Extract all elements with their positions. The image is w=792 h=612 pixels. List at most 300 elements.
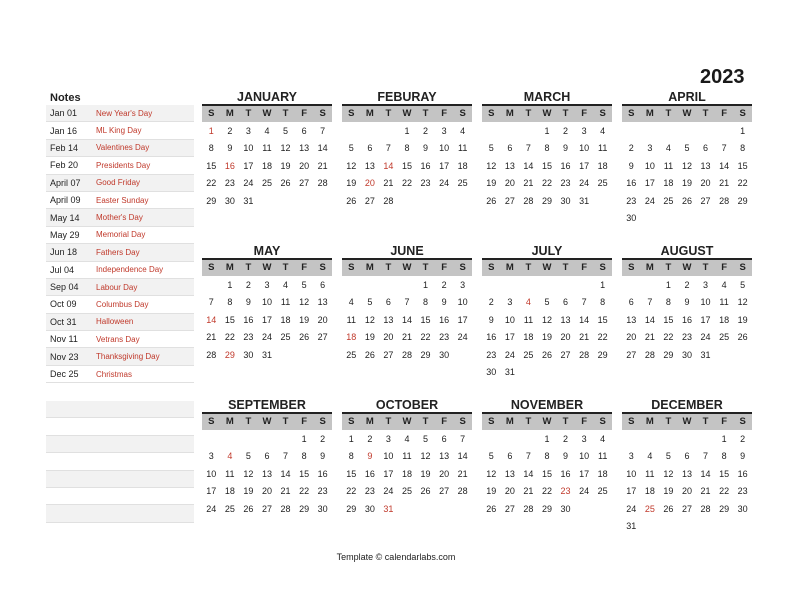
- day-cell: 28: [401, 349, 412, 360]
- weekday-header: [622, 104, 752, 122]
- day-cell: 10: [579, 451, 590, 462]
- weekday-letter: S: [208, 108, 215, 119]
- weekday-letter: W: [402, 108, 412, 119]
- day-cell: 28: [280, 503, 291, 514]
- day-cell: 13: [681, 468, 692, 479]
- day-grid: [202, 277, 332, 364]
- day-cell: 20: [504, 486, 515, 497]
- day-empty: [501, 123, 520, 140]
- day-cell: 12: [541, 314, 552, 325]
- day-cell: 13: [261, 468, 272, 479]
- weekday-letter: S: [459, 108, 466, 119]
- weekday-letter: T: [282, 262, 289, 273]
- day-empty: [342, 277, 361, 294]
- day-cell: 14: [579, 314, 590, 325]
- weekday-letter: S: [739, 108, 746, 119]
- day-grid: [342, 431, 472, 518]
- day-cell: 9: [684, 297, 690, 308]
- day-cell: 5: [423, 434, 429, 444]
- weekday-letter: T: [525, 416, 532, 427]
- day-cell: 23: [560, 178, 571, 189]
- day-cell: 4: [460, 126, 466, 136]
- note-holiday-name: Halloween: [96, 317, 134, 327]
- note-date: Oct 31: [50, 316, 77, 327]
- day-cell: 10: [206, 468, 217, 479]
- day-cell: 23: [364, 486, 375, 497]
- day-cell-holiday: 16: [224, 160, 235, 171]
- weekday-letter: M: [505, 416, 514, 427]
- month-january: [202, 90, 332, 210]
- day-empty: [258, 431, 277, 448]
- day-cell: 19: [299, 314, 310, 325]
- day-cell: 2: [740, 434, 746, 444]
- day-cell: 16: [626, 178, 637, 189]
- day-cell: 29: [420, 349, 431, 360]
- day-cell: 22: [346, 486, 357, 497]
- weekday-letter: S: [599, 262, 606, 273]
- weekday-letter: M: [645, 108, 654, 119]
- weekday-header: [482, 258, 612, 276]
- day-cell: 25: [401, 486, 412, 497]
- day-cell: 18: [261, 160, 272, 171]
- day-cell: 27: [626, 349, 637, 360]
- day-empty: [641, 123, 660, 140]
- day-cell: 13: [317, 297, 328, 308]
- day-cell: 1: [423, 280, 429, 290]
- day-cell: 6: [367, 143, 373, 154]
- month-july: [482, 244, 612, 381]
- day-cell: 24: [383, 486, 394, 497]
- day-grid: [622, 277, 752, 364]
- day-cell: 5: [665, 451, 671, 462]
- day-grid: [482, 123, 612, 210]
- day-cell: 1: [301, 434, 307, 444]
- day-cell: 13: [626, 314, 637, 325]
- day-cell: 25: [224, 503, 235, 514]
- day-empty: [538, 277, 557, 294]
- day-cell: 31: [243, 195, 254, 206]
- weekday-letter: M: [225, 108, 234, 119]
- month-title: MARCH: [523, 90, 571, 104]
- day-cell: 10: [644, 160, 655, 171]
- day-cell: 23: [224, 178, 235, 189]
- day-cell: 24: [504, 349, 515, 360]
- day-cell-holiday: 1: [208, 126, 214, 136]
- weekday-header: [342, 258, 472, 276]
- note-holiday-name: Christmas: [96, 369, 133, 379]
- day-cell: 22: [719, 486, 730, 497]
- day-cell: 29: [206, 195, 217, 206]
- day-empty: [575, 277, 594, 294]
- day-cell: 3: [208, 451, 214, 462]
- day-cell: 5: [488, 143, 494, 154]
- weekday-letter: S: [459, 416, 466, 427]
- weekday-letter: F: [581, 416, 587, 427]
- day-cell: 6: [301, 126, 307, 136]
- day-cell: 25: [719, 332, 730, 343]
- day-cell: 21: [383, 178, 394, 189]
- day-cell: 12: [737, 297, 748, 308]
- note-row: [46, 348, 194, 365]
- day-cell: 12: [299, 297, 310, 308]
- day-cell: 8: [423, 297, 429, 308]
- day-cell: 15: [224, 314, 235, 325]
- day-cell: 5: [684, 143, 690, 154]
- day-cell: 14: [644, 314, 655, 325]
- weekday-letter: S: [628, 262, 635, 273]
- day-cell: 14: [523, 468, 534, 479]
- weekday-letter: F: [301, 108, 307, 119]
- day-cell: 25: [663, 195, 674, 206]
- weekday-letter: W: [402, 262, 412, 273]
- day-cell-holiday: 20: [364, 178, 375, 189]
- month-title: FEBURAY: [377, 90, 437, 104]
- day-cell: 29: [597, 349, 608, 360]
- weekday-letter: W: [682, 108, 692, 119]
- day-cell: 7: [721, 143, 727, 154]
- month-title: OCTOBER: [375, 398, 439, 412]
- day-cell: 11: [663, 160, 674, 171]
- day-cell: 17: [579, 160, 590, 171]
- day-cell: 20: [317, 314, 328, 325]
- note-date: May 29: [50, 229, 80, 240]
- day-cell: 8: [544, 143, 550, 154]
- day-cell: 15: [401, 160, 412, 171]
- day-cell: 16: [560, 468, 571, 479]
- day-cell: 12: [420, 451, 431, 462]
- day-cell: 31: [626, 520, 637, 531]
- month-may: [202, 244, 332, 364]
- note-date: April 09: [50, 195, 81, 206]
- day-grid: [622, 123, 752, 227]
- day-cell: 17: [579, 468, 590, 479]
- day-grid: [342, 277, 472, 364]
- day-cell: 3: [647, 143, 653, 154]
- day-cell: 26: [663, 503, 674, 514]
- day-cell: 18: [280, 314, 291, 325]
- day-cell: 7: [647, 297, 653, 308]
- note-holiday-name: Mother's Day: [96, 213, 143, 223]
- day-cell: 24: [579, 486, 590, 497]
- day-cell: 4: [404, 434, 410, 444]
- day-cell: 8: [740, 143, 746, 154]
- note-holiday-name: Columbus Day: [96, 299, 149, 309]
- day-cell: 11: [346, 314, 356, 325]
- weekday-letter: M: [645, 416, 654, 427]
- day-cell: 27: [504, 195, 515, 206]
- day-cell: 26: [243, 503, 254, 514]
- day-cell: 14: [700, 468, 711, 479]
- day-cell: 16: [243, 314, 254, 325]
- day-cell: 1: [740, 126, 746, 136]
- month-title: NOVEMBER: [510, 398, 584, 412]
- day-cell: 6: [703, 143, 709, 154]
- weekday-letter: T: [422, 108, 429, 119]
- weekday-header: [202, 412, 332, 430]
- day-cell: 16: [560, 160, 571, 171]
- day-cell: 22: [401, 178, 412, 189]
- day-cell: 5: [367, 297, 373, 308]
- day-cell: 30: [737, 503, 748, 514]
- day-cell: 11: [645, 468, 655, 479]
- day-cell: 1: [544, 434, 550, 444]
- day-cell-holiday: 4: [227, 451, 233, 462]
- day-cell: 20: [299, 160, 310, 171]
- day-cell: 6: [507, 143, 513, 154]
- day-cell: 8: [348, 451, 354, 462]
- day-cell: 17: [206, 486, 217, 497]
- month-title: JULY: [531, 244, 563, 258]
- day-cell: 21: [206, 332, 217, 343]
- day-grid: [482, 431, 612, 518]
- day-cell: 24: [644, 195, 655, 206]
- weekday-letter: S: [319, 108, 326, 119]
- day-cell: 19: [420, 468, 431, 479]
- weekday-letter: S: [739, 416, 746, 427]
- day-cell: 12: [346, 160, 357, 171]
- day-cell: 26: [681, 195, 692, 206]
- day-cell: 10: [579, 143, 590, 154]
- weekday-letter: W: [542, 416, 552, 427]
- day-cell: 5: [283, 126, 289, 136]
- day-cell: 30: [560, 195, 571, 206]
- day-cell: 10: [700, 297, 711, 308]
- day-cell: 4: [647, 451, 653, 462]
- weekday-letter: W: [682, 416, 692, 427]
- weekday-letter: W: [542, 262, 552, 273]
- note-date: Sep 04: [50, 282, 79, 293]
- weekday-letter: W: [262, 416, 272, 427]
- day-cell: 8: [404, 143, 410, 154]
- weekday-letter: S: [348, 416, 355, 427]
- day-cell: 2: [320, 434, 326, 444]
- day-empty: [501, 431, 520, 448]
- day-cell: 17: [457, 314, 468, 325]
- day-cell: 30: [681, 349, 692, 360]
- year-title: 2023: [700, 66, 745, 88]
- day-cell: 23: [439, 332, 450, 343]
- note-row: [46, 175, 194, 192]
- weekday-letter: S: [208, 262, 215, 273]
- day-cell: 3: [385, 434, 391, 444]
- day-cell: 24: [457, 332, 468, 343]
- day-cell: 26: [280, 178, 291, 189]
- day-cell: 18: [597, 468, 608, 479]
- day-cell: 14: [401, 314, 412, 325]
- weekday-letter: T: [702, 416, 709, 427]
- day-cell: 21: [523, 178, 534, 189]
- day-cell: 6: [320, 280, 326, 290]
- day-cell: 31: [700, 349, 711, 360]
- day-cell: 12: [243, 468, 254, 479]
- day-empty: [715, 123, 734, 140]
- weekday-letter: S: [348, 108, 355, 119]
- day-cell: 26: [486, 195, 497, 206]
- day-cell: 1: [665, 280, 671, 290]
- day-cell: 25: [457, 178, 468, 189]
- note-blank-line: [46, 471, 194, 488]
- weekday-letter: S: [488, 108, 495, 119]
- weekday-letter: F: [441, 262, 447, 273]
- day-cell: 17: [261, 314, 272, 325]
- weekday-letter: T: [702, 108, 709, 119]
- day-empty: [659, 431, 678, 448]
- note-date: Jun 18: [50, 247, 78, 258]
- weekday-letter: M: [365, 108, 374, 119]
- day-cell: 6: [264, 451, 270, 462]
- day-cell: 7: [385, 143, 391, 154]
- day-cell: 27: [700, 195, 711, 206]
- weekday-header: [622, 258, 752, 276]
- day-cell: 16: [681, 314, 692, 325]
- day-cell: 18: [719, 314, 730, 325]
- day-cell: 9: [227, 143, 233, 154]
- day-empty: [239, 431, 258, 448]
- day-cell: 18: [663, 178, 674, 189]
- day-cell: 10: [243, 143, 254, 154]
- weekday-header: [482, 104, 612, 122]
- day-cell: 9: [423, 143, 429, 154]
- day-cell: 8: [721, 451, 727, 462]
- day-cell: 26: [299, 332, 310, 343]
- note-holiday-name: Easter Sunday: [96, 195, 149, 205]
- note-blank-line: [46, 488, 194, 505]
- day-cell: 10: [383, 451, 394, 462]
- day-cell: 28: [457, 486, 468, 497]
- day-empty: [342, 123, 361, 140]
- day-cell: 22: [597, 332, 608, 343]
- note-blank-line: [46, 453, 194, 470]
- weekday-header: [202, 258, 332, 276]
- month-june: [342, 244, 472, 364]
- note-row: [46, 366, 194, 383]
- day-cell: 2: [245, 280, 251, 290]
- day-cell: 22: [663, 332, 674, 343]
- weekday-letter: M: [505, 108, 514, 119]
- day-cell: 29: [299, 503, 310, 514]
- day-cell: 23: [243, 332, 254, 343]
- weekday-letter: F: [721, 108, 727, 119]
- day-cell: 17: [439, 160, 450, 171]
- weekday-letter: T: [245, 416, 252, 427]
- weekday-letter: M: [365, 262, 374, 273]
- weekday-header: [202, 104, 332, 122]
- day-empty: [482, 277, 501, 294]
- day-cell: 28: [206, 349, 217, 360]
- day-cell: 18: [401, 468, 412, 479]
- note-holiday-name: New Year's Day: [96, 108, 153, 118]
- day-empty: [519, 277, 538, 294]
- day-cell: 20: [560, 332, 571, 343]
- day-cell: 2: [684, 280, 690, 290]
- day-cell: 28: [523, 195, 534, 206]
- note-row: [46, 314, 194, 331]
- day-cell: 18: [644, 486, 655, 497]
- day-cell: 3: [441, 126, 447, 136]
- day-cell: 2: [423, 126, 429, 136]
- day-cell: 10: [626, 468, 637, 479]
- weekday-letter: S: [628, 416, 635, 427]
- day-cell: 25: [523, 349, 534, 360]
- day-cell: 13: [299, 143, 310, 154]
- day-cell: 14: [457, 451, 468, 462]
- day-cell: 31: [504, 366, 515, 377]
- day-cell: 15: [299, 468, 310, 479]
- day-cell: 23: [486, 349, 497, 360]
- day-empty: [221, 431, 240, 448]
- weekday-letter: M: [225, 262, 234, 273]
- weekday-letter: T: [385, 262, 392, 273]
- day-cell: 13: [504, 468, 515, 479]
- day-grid: [202, 123, 332, 210]
- day-empty: [202, 431, 221, 448]
- day-cell: 29: [737, 195, 748, 206]
- day-cell: 30: [560, 503, 571, 514]
- day-cell: 15: [420, 314, 431, 325]
- day-cell: 5: [245, 451, 251, 462]
- day-cell: 3: [460, 280, 466, 290]
- month-title: DECEMBER: [651, 398, 723, 412]
- day-empty: [482, 431, 501, 448]
- note-row: [46, 227, 194, 244]
- day-cell: 11: [457, 143, 468, 154]
- day-cell: 4: [283, 280, 289, 290]
- day-cell-holiday: 31: [383, 503, 394, 514]
- note-blank-line: [46, 505, 194, 522]
- day-cell: 24: [261, 332, 272, 343]
- month-title: SEPTEMBER: [228, 398, 306, 412]
- note-row: [46, 122, 194, 139]
- day-cell: 10: [439, 143, 450, 154]
- day-cell: 4: [348, 297, 354, 308]
- day-cell: 20: [383, 332, 394, 343]
- note-holiday-name: Vetrans Day: [96, 334, 140, 344]
- day-cell: 5: [544, 297, 550, 308]
- weekday-letter: T: [562, 262, 569, 273]
- day-cell: 30: [243, 349, 254, 360]
- day-cell: 28: [523, 503, 534, 514]
- day-cell: 22: [737, 178, 748, 189]
- day-cell: 12: [280, 143, 291, 154]
- day-cell: 21: [644, 332, 655, 343]
- weekday-letter: S: [459, 262, 466, 273]
- day-cell: 24: [626, 503, 637, 514]
- note-holiday-name: Good Friday: [96, 178, 141, 188]
- day-cell: 11: [597, 143, 608, 154]
- day-cell: 17: [700, 314, 711, 325]
- day-cell: 26: [486, 503, 497, 514]
- day-cell: 20: [439, 468, 450, 479]
- day-cell: 22: [206, 178, 217, 189]
- day-cell: 21: [579, 332, 590, 343]
- day-cell: 13: [364, 160, 375, 171]
- weekday-letter: T: [282, 416, 289, 427]
- day-cell: 26: [346, 195, 357, 206]
- day-cell: 29: [541, 503, 552, 514]
- day-cell: 11: [719, 297, 729, 308]
- weekday-letter: T: [422, 262, 429, 273]
- note-holiday-name: Labour Day: [96, 282, 138, 292]
- note-blank-line: [46, 418, 194, 435]
- day-cell: 4: [600, 434, 606, 444]
- month-title: MAY: [253, 244, 281, 258]
- day-cell: 27: [383, 349, 394, 360]
- note-holiday-name: ML King Day: [96, 126, 142, 136]
- day-cell: 22: [541, 178, 552, 189]
- day-cell: 15: [597, 314, 608, 325]
- day-cell: 27: [317, 332, 328, 343]
- day-grid: [342, 123, 472, 210]
